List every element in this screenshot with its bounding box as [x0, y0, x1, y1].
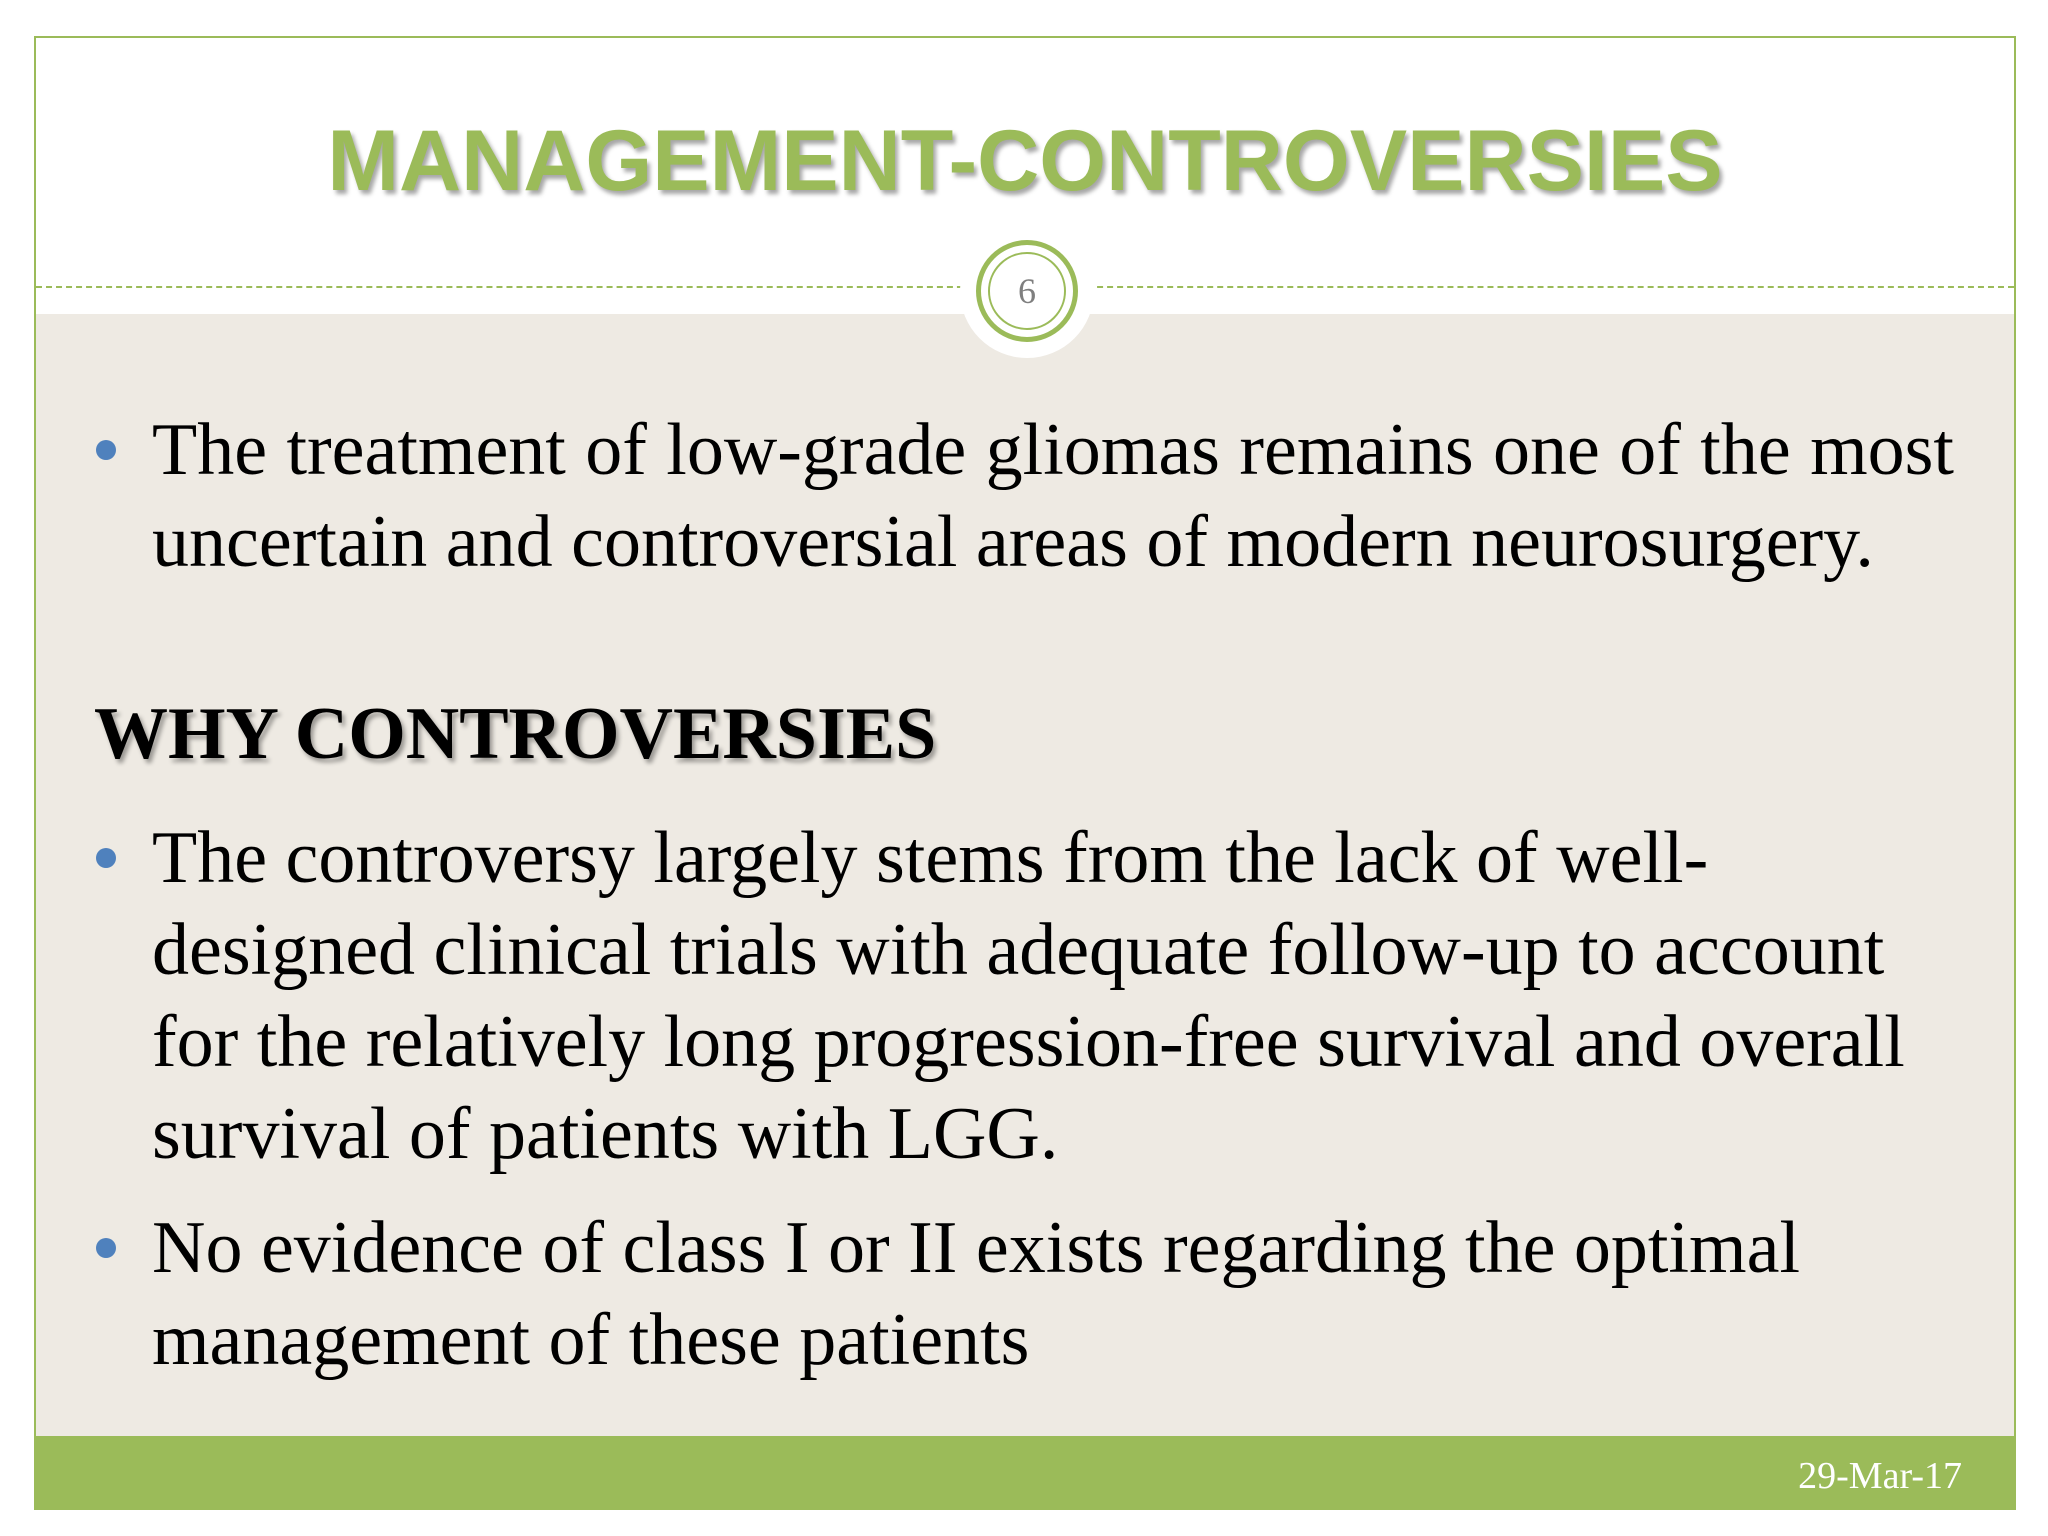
slide-date: 29-Mar-17: [1798, 1455, 1962, 1497]
bullet-text-2: The controversy largely stems from the lack of well-designed clinical trials with adequate follow-up to account for the relatively long progression-free survival and overall survival of patients with LGG.: [152, 817, 1905, 1175]
slide-title: MANAGEMENT-CONTROVERSIES: [327, 113, 1723, 209]
bullet-text-1: The treatment of low-grade gliomas remains one of the most uncertain and controversial areas of modern neurosurgery.: [152, 409, 1954, 583]
bullet-item-1: [152, 404, 1954, 588]
section-subheading: WHY CONTROVERSIES: [94, 693, 937, 775]
slide-number-badge: [976, 240, 1078, 342]
slide-number: 6: [988, 252, 1066, 330]
bullet-text-3: No evidence of class I or II exists regarding the optimal management of these patients: [152, 1207, 1801, 1381]
bullet-item-2: [152, 812, 1962, 1180]
content-area: [36, 314, 2014, 1436]
slide: [34, 36, 2016, 1510]
bullet-dot-icon: [96, 1238, 116, 1258]
bullet-item-3: [152, 1202, 1932, 1386]
bullet-dot-icon: [96, 440, 116, 460]
bullet-dot-icon: [96, 848, 116, 868]
footer-bar: [36, 1436, 2014, 1510]
